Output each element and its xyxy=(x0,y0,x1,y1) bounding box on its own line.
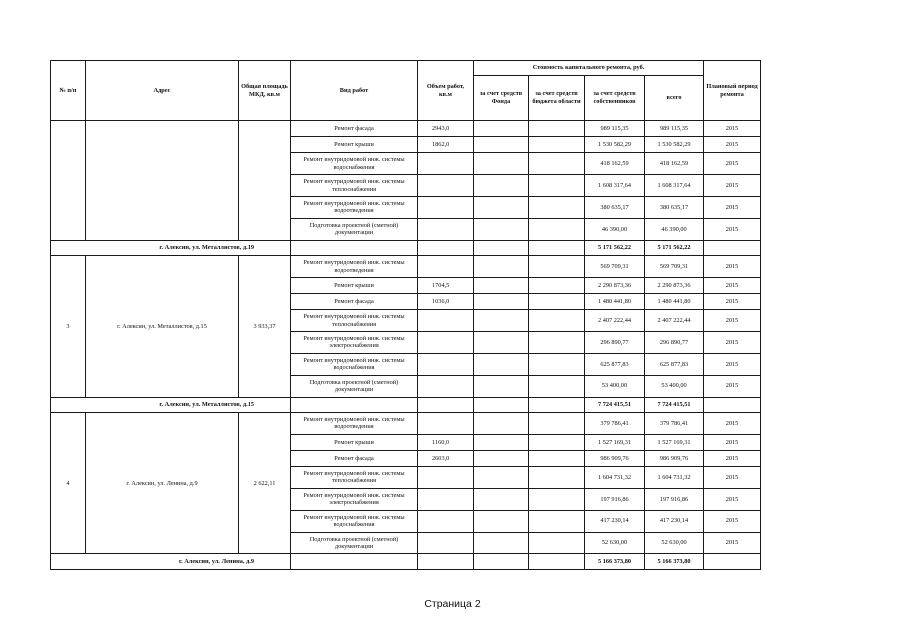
work-volume xyxy=(418,413,474,435)
total-cost: 52 630,00 xyxy=(645,532,704,554)
owners-cost: 46 390,00 xyxy=(585,218,645,240)
work-volume: 1160,0 xyxy=(418,434,474,450)
fund-cost xyxy=(474,467,529,489)
owners-cost: 380 635,17 xyxy=(585,197,645,219)
repair-period: 2015 xyxy=(704,218,761,240)
work-volume xyxy=(418,467,474,489)
work-type: Подготовка проектной (сметной) документации xyxy=(291,218,418,240)
total-cost: 53 400,00 xyxy=(645,375,704,397)
work-volume xyxy=(418,332,474,354)
header-region: за счет средств бюджета области xyxy=(529,75,585,121)
repair-period: 2015 xyxy=(704,153,761,175)
subtotal-row xyxy=(51,397,761,413)
fund-cost xyxy=(474,413,529,435)
row-number xyxy=(51,121,86,240)
repair-period: 2015 xyxy=(704,353,761,375)
header-num: № п/п xyxy=(51,61,86,121)
region-cost xyxy=(529,510,585,532)
owners-cost: 296 890,77 xyxy=(585,332,645,354)
region-cost xyxy=(529,353,585,375)
work-type: Ремонт крыши xyxy=(291,434,418,450)
subtotal-volume xyxy=(418,397,474,413)
fund-cost xyxy=(474,510,529,532)
work-type: Ремонт внутридомовой инж. системы теплоснабжения xyxy=(291,467,418,489)
repair-period: 2015 xyxy=(704,375,761,397)
subtotal-period xyxy=(704,240,761,256)
repair-period: 2015 xyxy=(704,137,761,153)
work-volume xyxy=(418,510,474,532)
region-cost xyxy=(529,256,585,278)
work-volume xyxy=(418,197,474,219)
work-volume xyxy=(418,488,474,510)
work-type: Ремонт внутридомовой инж. системы водоотведения xyxy=(291,197,418,219)
work-volume xyxy=(418,532,474,554)
subtotal-owners: 7 724 415,51 xyxy=(585,397,645,413)
owners-cost: 1 530 582,29 xyxy=(585,137,645,153)
total-cost: 1 604 731,32 xyxy=(645,467,704,489)
subtotal-total: 5 171 562,22 xyxy=(645,240,704,256)
fund-cost xyxy=(474,332,529,354)
total-cost: 379 786,41 xyxy=(645,413,704,435)
region-cost xyxy=(529,294,585,310)
work-volume: 1036,0 xyxy=(418,294,474,310)
work-volume xyxy=(418,175,474,197)
work-volume xyxy=(418,375,474,397)
owners-cost: 53 400,00 xyxy=(585,375,645,397)
repair-period: 2015 xyxy=(704,450,761,466)
repair-period: 2015 xyxy=(704,467,761,489)
subtotal-period xyxy=(704,397,761,413)
region-cost xyxy=(529,153,585,175)
owners-cost: 2 290 873,36 xyxy=(585,278,645,294)
work-type: Ремонт внутридомовой инж. системы электроснабжения xyxy=(291,488,418,510)
subtotal-region xyxy=(529,554,585,570)
row-area xyxy=(239,121,291,240)
total-cost: 1 480 441,80 xyxy=(645,294,704,310)
header-period: Плановый период ремонта xyxy=(704,61,761,121)
subtotal-row xyxy=(51,240,761,256)
region-cost xyxy=(529,278,585,294)
subtotal-owners: 5 166 373,80 xyxy=(585,554,645,570)
row-area: 2 622,11 xyxy=(239,413,291,554)
total-cost: 569 709,31 xyxy=(645,256,704,278)
work-type: Ремонт внутридомовой инж. системы водоснабжения xyxy=(291,353,418,375)
owners-cost: 986 909,76 xyxy=(585,450,645,466)
owners-cost: 1 527 169,31 xyxy=(585,434,645,450)
header-row-1 xyxy=(51,61,761,76)
region-cost xyxy=(529,137,585,153)
work-volume xyxy=(418,153,474,175)
work-type: Ремонт внутридомовой инж. системы водоснабжения xyxy=(291,153,418,175)
work-volume: 2943,0 xyxy=(418,121,474,137)
row-area: 3 933,37 xyxy=(239,256,291,397)
total-cost: 1 608 317,64 xyxy=(645,175,704,197)
subtotal-fund xyxy=(474,397,529,413)
work-type: Ремонт внутридомовой инж. системы теплоснабжения xyxy=(291,175,418,197)
owners-cost: 1 480 441,80 xyxy=(585,294,645,310)
header-address: Адрес xyxy=(86,61,239,121)
fund-cost xyxy=(474,197,529,219)
subtotal-region xyxy=(529,397,585,413)
region-cost xyxy=(529,375,585,397)
owners-cost: 417 230,14 xyxy=(585,510,645,532)
fund-cost xyxy=(474,532,529,554)
subtotal-total: 5 166 373,80 xyxy=(645,554,704,570)
work-volume: 2603,0 xyxy=(418,450,474,466)
table-body xyxy=(51,61,761,570)
fund-cost xyxy=(474,256,529,278)
table-row xyxy=(51,256,761,278)
subtotal-fund xyxy=(474,240,529,256)
repair-period: 2015 xyxy=(704,121,761,137)
repair-period: 2015 xyxy=(704,256,761,278)
owners-cost: 379 786,41 xyxy=(585,413,645,435)
work-volume xyxy=(418,310,474,332)
work-type: Ремонт фасада xyxy=(291,294,418,310)
total-cost: 417 230,14 xyxy=(645,510,704,532)
region-cost xyxy=(529,218,585,240)
subtotal-volume xyxy=(418,554,474,570)
total-cost: 989 115,35 xyxy=(645,121,704,137)
fund-cost xyxy=(474,137,529,153)
fund-cost xyxy=(474,294,529,310)
subtotal-label: г. Алексин, ул. Ленина, д.9 xyxy=(51,554,291,570)
fund-cost xyxy=(474,278,529,294)
region-cost xyxy=(529,467,585,489)
header-work: Вид работ xyxy=(291,61,418,121)
repair-period: 2015 xyxy=(704,488,761,510)
owners-cost: 52 630,00 xyxy=(585,532,645,554)
repair-period: 2015 xyxy=(704,310,761,332)
work-type: Ремонт внутридомовой инж. системы водоотведения xyxy=(291,413,418,435)
owners-cost: 2 407 222,44 xyxy=(585,310,645,332)
subtotal-row xyxy=(51,554,761,570)
owners-cost: 1 604 731,32 xyxy=(585,467,645,489)
repair-period: 2015 xyxy=(704,197,761,219)
total-cost: 197 916,86 xyxy=(645,488,704,510)
fund-cost xyxy=(474,488,529,510)
header-cost-group: Стоимость капитального ремонта, руб. xyxy=(474,61,704,76)
header-owners: за счет средств собственников xyxy=(585,75,645,121)
total-cost: 380 635,17 xyxy=(645,197,704,219)
work-type: Ремонт внутридомовой инж. системы водоснабжения xyxy=(291,510,418,532)
total-cost: 46 390,00 xyxy=(645,218,704,240)
subtotal-total: 7 724 415,51 xyxy=(645,397,704,413)
fund-cost xyxy=(474,153,529,175)
subtotal-work xyxy=(291,240,418,256)
region-cost xyxy=(529,121,585,137)
subtotal-region xyxy=(529,240,585,256)
subtotal-label: г. Алексин, ул. Металлистов, д.15 xyxy=(51,397,291,413)
fund-cost xyxy=(474,434,529,450)
table-row xyxy=(51,121,761,137)
region-cost xyxy=(529,488,585,510)
repair-period: 2015 xyxy=(704,332,761,354)
fund-cost xyxy=(474,310,529,332)
work-type: Подготовка проектной (сметной) документации xyxy=(291,375,418,397)
page-number: Страница 2 xyxy=(424,598,481,610)
work-type: Ремонт крыши xyxy=(291,137,418,153)
header-area: Общая площадь МКД, кв.м xyxy=(239,61,291,121)
work-type: Ремонт внутридомовой инж. системы теплоснабжения xyxy=(291,310,418,332)
total-cost: 296 890,77 xyxy=(645,332,704,354)
work-volume xyxy=(418,256,474,278)
work-volume: 1704,5 xyxy=(418,278,474,294)
total-cost: 2 290 873,36 xyxy=(645,278,704,294)
fund-cost xyxy=(474,450,529,466)
total-cost: 2 407 222,44 xyxy=(645,310,704,332)
header-volume: Объем работ, кв.м xyxy=(418,61,474,121)
fund-cost xyxy=(474,218,529,240)
row-number: 3 xyxy=(51,256,86,397)
subtotal-volume xyxy=(418,240,474,256)
work-type: Ремонт фасада xyxy=(291,121,418,137)
work-type: Подготовка проектной (сметной) документации xyxy=(291,532,418,554)
work-type: Ремонт внутридомовой инж. системы электроснабжения xyxy=(291,332,418,354)
repair-period: 2015 xyxy=(704,510,761,532)
fund-cost xyxy=(474,121,529,137)
total-cost: 1 530 582,29 xyxy=(645,137,704,153)
work-volume: 1862,0 xyxy=(418,137,474,153)
owners-cost: 569 709,31 xyxy=(585,256,645,278)
header-total: всего xyxy=(645,75,704,121)
total-cost: 418 162,59 xyxy=(645,153,704,175)
fund-cost xyxy=(474,353,529,375)
subtotal-work xyxy=(291,397,418,413)
subtotal-owners: 5 171 562,22 xyxy=(585,240,645,256)
total-cost: 1 527 169,31 xyxy=(645,434,704,450)
fund-cost xyxy=(474,175,529,197)
work-type: Ремонт крыши xyxy=(291,278,418,294)
owners-cost: 197 916,86 xyxy=(585,488,645,510)
region-cost xyxy=(529,310,585,332)
row-address xyxy=(86,121,239,240)
repair-schedule-table xyxy=(50,60,761,570)
row-address: г. Алексин, ул. Металлистов, д.15 xyxy=(86,256,239,397)
work-volume xyxy=(418,353,474,375)
owners-cost: 625 877,83 xyxy=(585,353,645,375)
region-cost xyxy=(529,434,585,450)
region-cost xyxy=(529,450,585,466)
work-volume xyxy=(418,218,474,240)
table-row xyxy=(51,413,761,435)
repair-period: 2015 xyxy=(704,278,761,294)
header-fund: за счет средств Фонда xyxy=(474,75,529,121)
owners-cost: 1 608 317,64 xyxy=(585,175,645,197)
subtotal-fund xyxy=(474,554,529,570)
row-number: 4 xyxy=(51,413,86,554)
region-cost xyxy=(529,197,585,219)
subtotal-label: г. Алексин, ул. Металлистов, д.19 xyxy=(51,240,291,256)
repair-period: 2015 xyxy=(704,175,761,197)
subtotal-work xyxy=(291,554,418,570)
subtotal-period xyxy=(704,554,761,570)
region-cost xyxy=(529,332,585,354)
repair-period: 2015 xyxy=(704,532,761,554)
work-type: Ремонт внутридомовой инж. системы водоотведения xyxy=(291,256,418,278)
owners-cost: 418 162,59 xyxy=(585,153,645,175)
repair-period: 2015 xyxy=(704,294,761,310)
total-cost: 986 909,76 xyxy=(645,450,704,466)
work-type: Ремонт фасада xyxy=(291,450,418,466)
fund-cost xyxy=(474,375,529,397)
region-cost xyxy=(529,532,585,554)
row-address: г. Алексин, ул. Ленина, д.9 xyxy=(86,413,239,554)
repair-period: 2015 xyxy=(704,413,761,435)
total-cost: 625 877,83 xyxy=(645,353,704,375)
region-cost xyxy=(529,413,585,435)
owners-cost: 989 115,35 xyxy=(585,121,645,137)
repair-period: 2015 xyxy=(704,434,761,450)
region-cost xyxy=(529,175,585,197)
